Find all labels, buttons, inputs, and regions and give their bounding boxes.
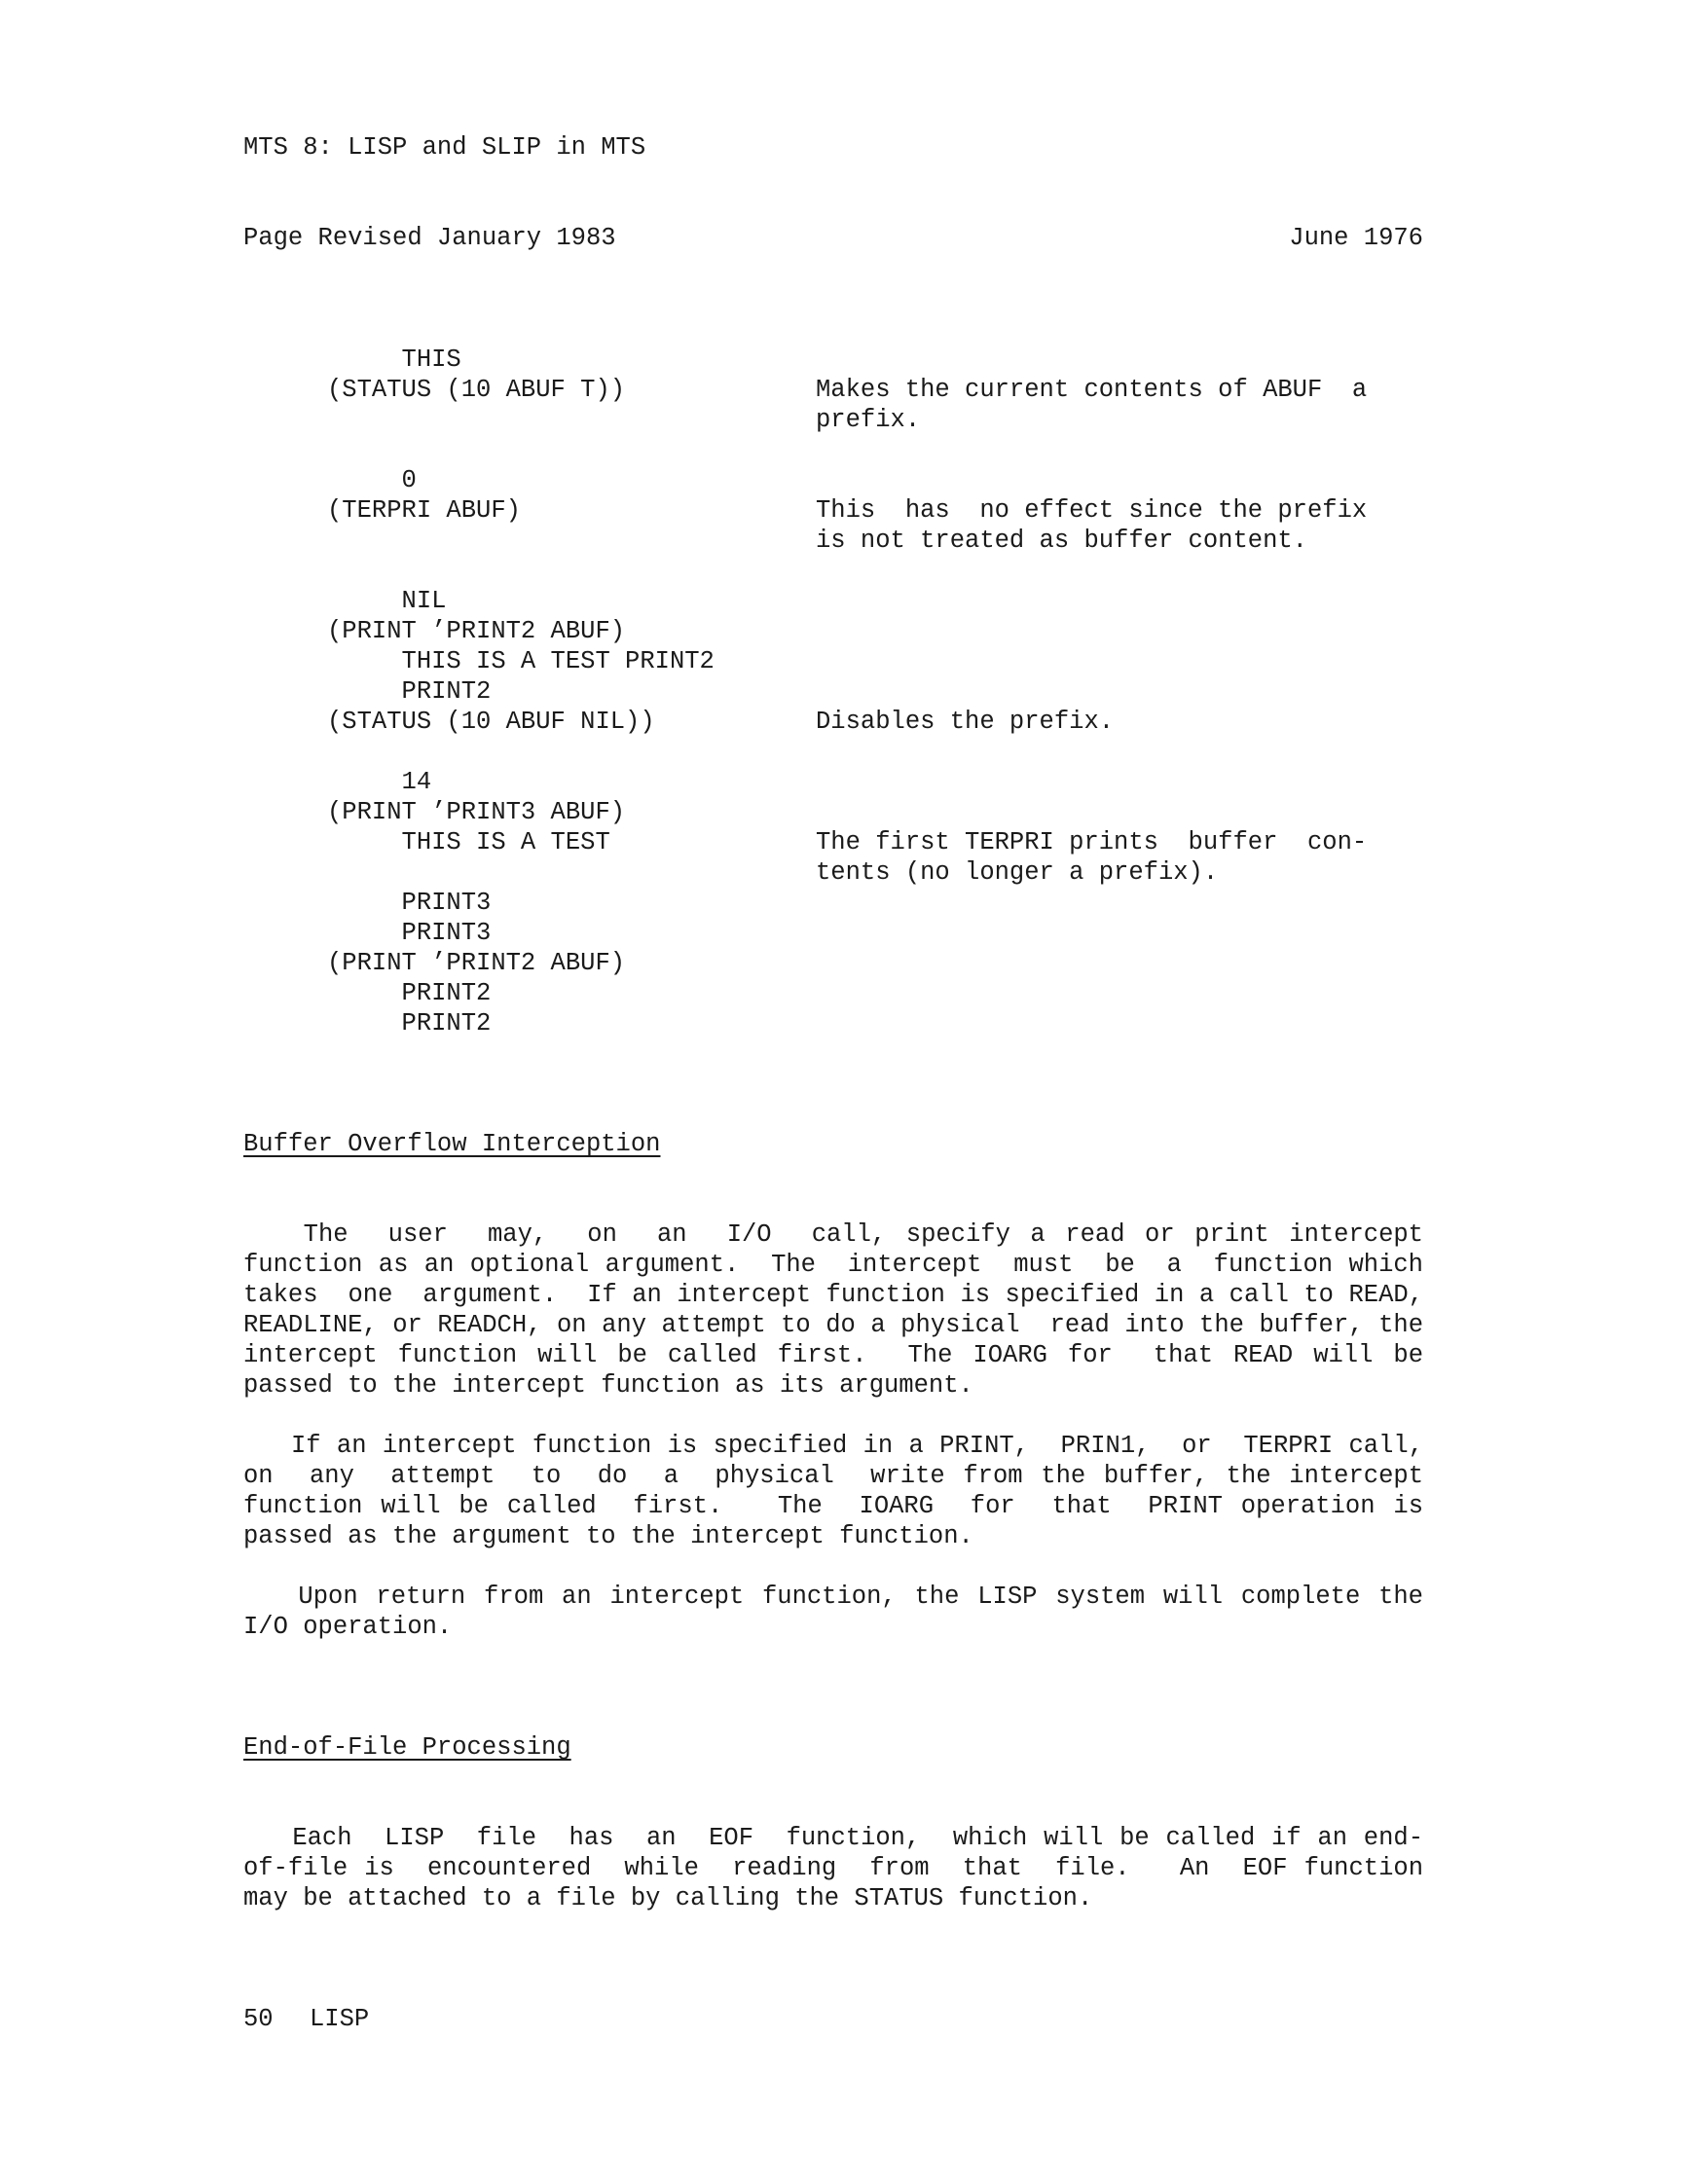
body-paragraph: The user may, on an I/O call, specify a read or print intercept function as an optional argument. The intercept must be a function which takes one argument. If an intercept function is specified in a call to READ, READLINE, or READCH, on any attempt to do a physical read into the buffer, the intercept function will be called first. The IOARG for that READ will be passed to the intercept function as its argument. — [243, 1220, 1453, 1400]
example-code-line: THIS — [327, 346, 461, 374]
example-code-line: PRINT2 — [327, 1009, 492, 1037]
example-note-line: prefix. — [816, 406, 921, 434]
example-code-line: (PRINT ’PRINT3 ABUF) — [327, 798, 626, 826]
body-paragraph: Each LISP file has an EOF function, which will be called if an end-of-file is encountered while reading from that file. An EOF function may be attached to a file by calling the STATUS function. — [243, 1824, 1439, 1912]
example-note-line: Disables the prefix. — [816, 708, 1115, 736]
example-code-line: THIS IS A TEST PRINT2 — [327, 647, 715, 675]
section-heading: Buffer Overflow Interception — [243, 1130, 661, 1158]
issue-date: June 1976 — [1289, 224, 1423, 252]
example-code-line: (STATUS (10 ABUF NIL)) — [327, 708, 655, 736]
example-code-line: PRINT3 — [327, 889, 492, 917]
example-code-line: 0 — [327, 466, 417, 494]
example-note-line: This has no effect since the prefix — [816, 496, 1368, 525]
example-code-line: THIS IS A TEST — [327, 828, 610, 856]
example-code-line: PRINT2 — [327, 677, 492, 706]
example-code-line: PRINT3 — [327, 919, 492, 947]
manual-title: MTS 8: LISP and SLIP in MTS — [243, 133, 646, 162]
example-code-line: (PRINT ’PRINT2 ABUF) — [327, 949, 626, 977]
example-code-line: 14 — [327, 768, 432, 796]
footer-section-name: LISP — [310, 2005, 370, 2033]
example-note-line: The first TERPRI prints buffer con- — [816, 828, 1368, 856]
example-code-line: (TERPRI ABUF) — [327, 496, 521, 525]
revision-note: Page Revised January 1983 — [243, 224, 616, 252]
example-note-line: tents (no longer a prefix). — [816, 858, 1219, 887]
body-paragraph: Upon return from an intercept function, the LISP system will complete the I/O operation. — [243, 1583, 1439, 1641]
example-code-line: PRINT2 — [327, 979, 492, 1007]
example-code-line: NIL — [327, 587, 447, 615]
example-note-line: Makes the current contents of ABUF a — [816, 376, 1368, 404]
example-code-line: (PRINT ’PRINT2 ABUF) — [327, 617, 626, 645]
section-heading: End-of-File Processing — [243, 1733, 571, 1762]
example-note-line: is not treated as buffer content. — [816, 527, 1307, 555]
page-number: 50 — [243, 2005, 274, 2033]
body-paragraph: If an intercept function is specified in a PRINT, PRIN1, or TERPRI call, on any attempt to do a physical write from the buffer, the intercept function will be called first. The IOARG for that PRINT operation is passed as the argument to the intercept function. — [243, 1432, 1453, 1550]
example-code-line: (STATUS (10 ABUF T)) — [327, 376, 626, 404]
